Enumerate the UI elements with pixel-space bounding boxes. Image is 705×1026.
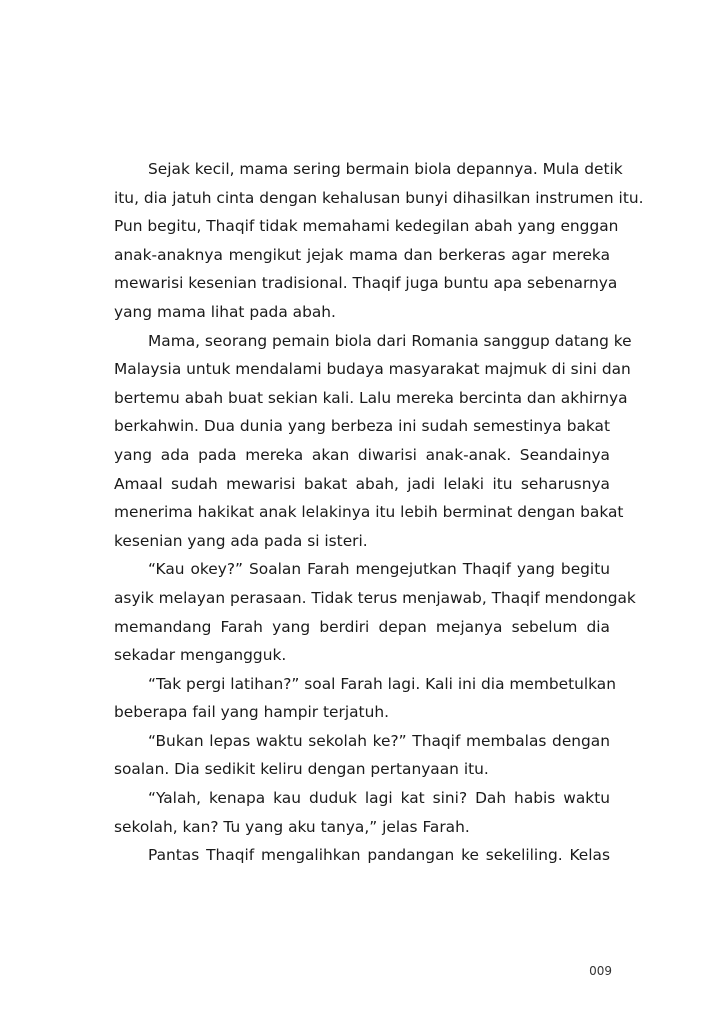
text-line: Amaal sudah mewarisi bakat abah, jadi lelaki itu seharusnya <box>114 474 610 493</box>
text-line: kesenian yang ada pada si isteri. <box>114 531 368 550</box>
text-line: yang ada pada mereka akan diwarisi anak-anak. Seandainya <box>114 445 610 464</box>
text-line: Pantas Thaqif mengalihkan pandangan ke sekeliling. Kelas <box>148 846 610 865</box>
text-line: asyik melayan perasaan. Tidak terus menjawab, Thaqif mendongak <box>114 588 636 607</box>
body-text <box>114 155 644 870</box>
text-line: “Tak pergi latihan?” soal Farah lagi. Kali ini dia membetulkan <box>148 674 616 693</box>
text-line: memandang Farah yang berdiri depan mejanya sebelum dia <box>114 617 610 636</box>
text-line: menerima hakikat anak lelakinya itu lebih berminat dengan bakat <box>114 503 624 522</box>
page-number: 009 <box>589 964 612 978</box>
text-line: itu, dia jatuh cinta dengan kehalusan bunyi dihasilkan instrumen itu. <box>114 188 644 207</box>
text-line: Malaysia untuk mendalami budaya masyarakat majmuk di sini dan <box>114 360 631 379</box>
text-line: Mama, seorang pemain biola dari Romania sanggup datang ke <box>148 331 632 350</box>
text-line: “Yalah, kenapa kau duduk lagi kat sini? Dah habis waktu <box>148 789 610 808</box>
text-line: bertemu abah buat sekian kali. Lalu mereka bercinta dan akhirnya <box>114 388 628 407</box>
text-line: beberapa fail yang hampir terjatuh. <box>114 703 389 722</box>
text-line: sekadar mengangguk. <box>114 646 287 665</box>
text-line: “Bukan lepas waktu sekolah ke?” Thaqif membalas dengan <box>148 731 610 750</box>
text-line: soalan. Dia sedikit keliru dengan pertanyaan itu. <box>114 760 489 779</box>
text-line: yang mama lihat pada abah. <box>114 302 336 321</box>
text-line: anak-anaknya mengikut jejak mama dan berkeras agar mereka <box>114 245 610 264</box>
text-line: sekolah, kan? Tu yang aku tanya,” jelas Farah. <box>114 817 470 836</box>
text-line: “Kau okey?” Soalan Farah mengejutkan Thaqif yang begitu <box>148 560 610 579</box>
text-line: Pun begitu, Thaqif tidak memahami kedegilan abah yang enggan <box>114 217 619 236</box>
text-line: berkahwin. Dua dunia yang berbeza ini sudah semestinya bakat <box>114 417 610 436</box>
text-line: Sejak kecil, mama sering bermain biola depannya. Mula detik <box>148 160 623 178</box>
text-line: mewarisi kesenian tradisional. Thaqif juga buntu apa sebenarnya <box>114 274 618 293</box>
